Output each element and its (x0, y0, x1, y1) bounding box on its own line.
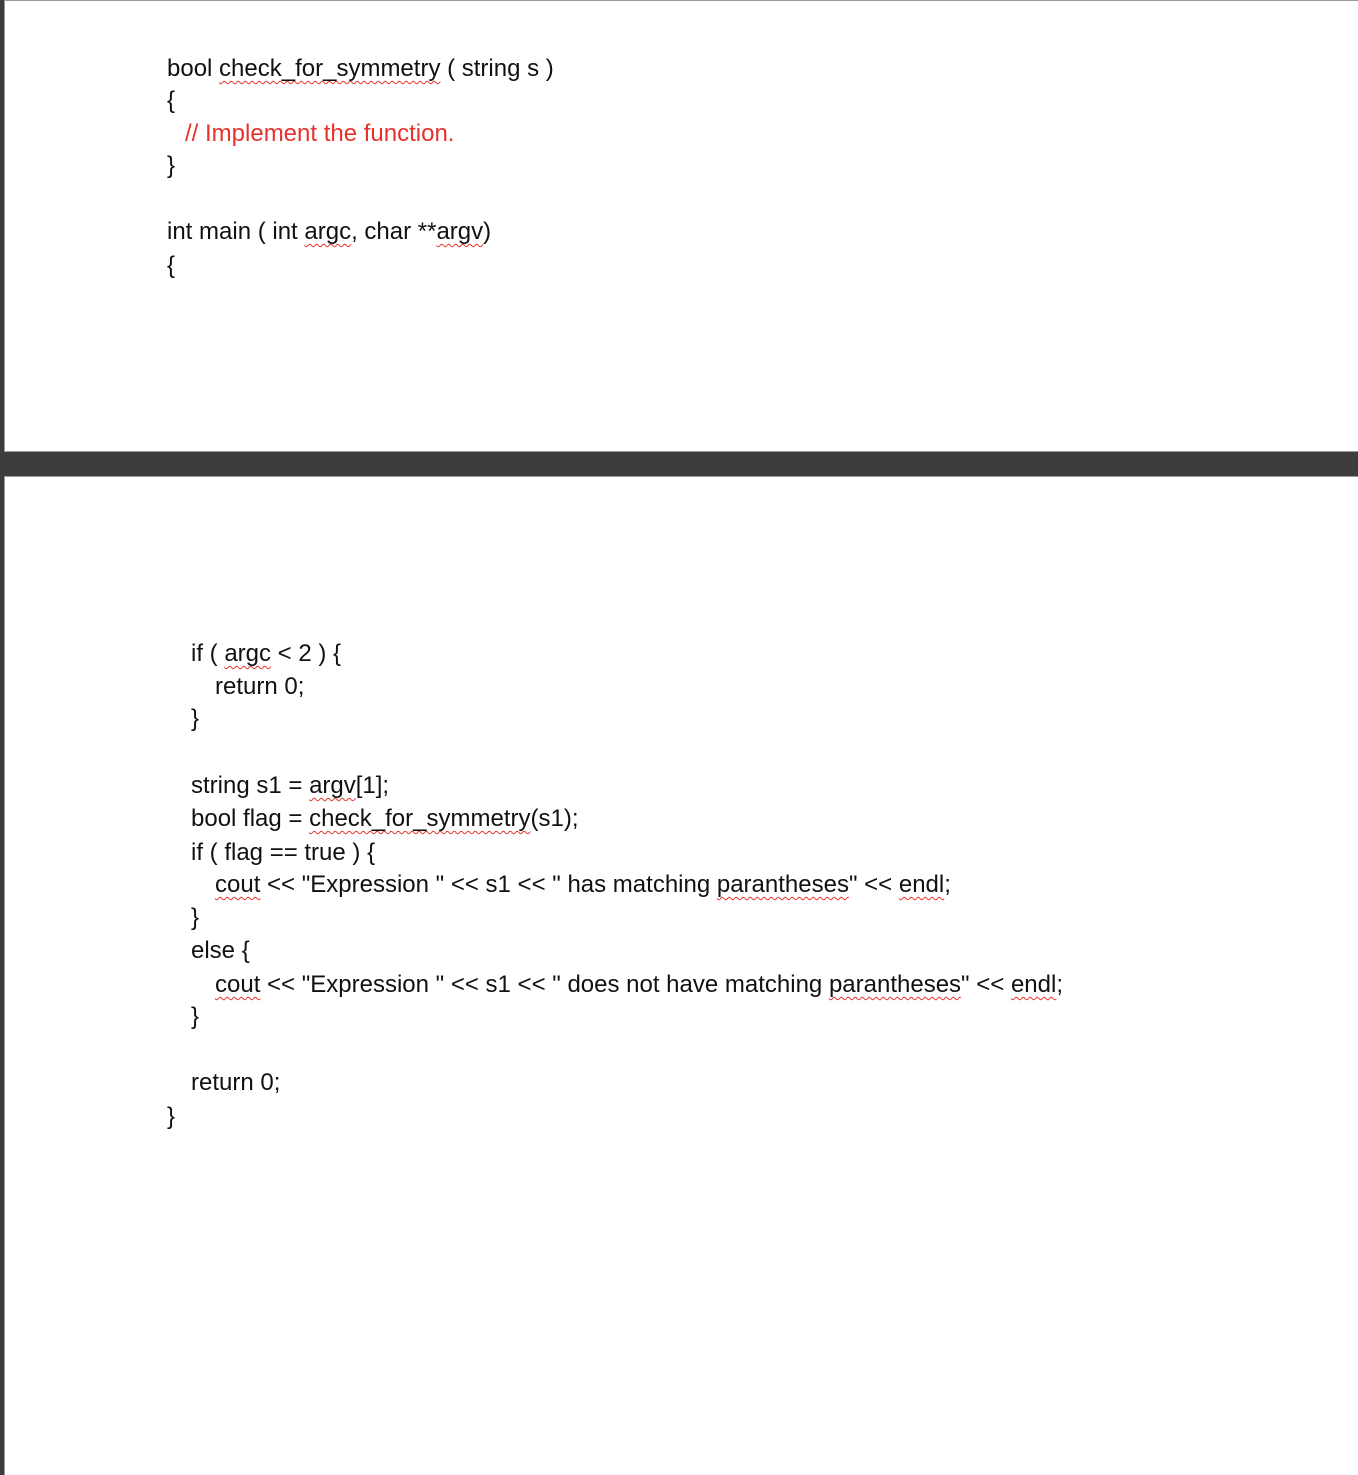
document-page-2 (4, 476, 1358, 1475)
code-token: ( string s ) (440, 55, 554, 82)
code-line-func-signature (167, 55, 554, 83)
code-line-brace-open: { (167, 87, 176, 114)
spellcheck-flagged-word: cout (215, 871, 261, 898)
code-line-bool-flag (191, 805, 578, 833)
spellcheck-flagged-word: check_for_symmetry (219, 55, 441, 82)
code-token: << "Expression " << s1 << " has matching (260, 871, 717, 898)
code-line-cout-match (215, 871, 951, 899)
code-token: [1]; (355, 772, 390, 799)
code-line-brace-close: } (191, 904, 200, 931)
code-token: << "Expression " << s1 << " does not have matching (260, 971, 829, 998)
spellcheck-flagged-word: endl (898, 871, 945, 898)
code-line-brace-close: } (191, 1003, 200, 1030)
code-token: ) (483, 218, 492, 245)
code-token: ; (1056, 971, 1063, 998)
code-token: bool flag = (191, 805, 310, 832)
code-line-cout-nomatch (215, 971, 1063, 999)
spellcheck-flagged-word: argv (436, 218, 484, 245)
code-token: string s1 = (191, 772, 310, 799)
code-line-return: return 0; (191, 1069, 281, 1096)
code-comment: // Implement the function. (185, 120, 455, 147)
code-line-brace-close: } (191, 705, 200, 732)
code-line-main-open: { (167, 252, 176, 279)
spellcheck-flagged-word: cout (215, 971, 261, 998)
code-line-return-inner: return 0; (215, 673, 305, 700)
document-page-1 (4, 0, 1358, 452)
code-token: ; (944, 871, 951, 898)
spellcheck-flagged-word: parantheses (828, 971, 962, 998)
code-token: int main ( int (167, 218, 305, 245)
spellcheck-flagged-word: check_for_symmetry (309, 805, 531, 832)
code-token: if ( (191, 640, 225, 667)
spellcheck-flagged-word: argv (309, 772, 356, 799)
code-line-if-argc (191, 640, 341, 668)
code-token: bool (167, 55, 220, 82)
code-token: " << (848, 871, 899, 898)
code-line-string-s1 (191, 772, 389, 800)
spellcheck-flagged-word: endl (1010, 971, 1057, 998)
spellcheck-flagged-word: argc (224, 640, 272, 667)
code-line-main-close: } (167, 1103, 176, 1130)
spellcheck-flagged-word: argc (304, 218, 352, 245)
code-line-if-flag: if ( flag == true ) { (191, 839, 376, 866)
code-line-brace-close: } (167, 152, 176, 179)
spellcheck-flagged-word: parantheses (716, 871, 849, 898)
code-token: < 2 ) { (271, 640, 342, 667)
code-line-main-signature (167, 218, 491, 246)
code-line-else: else { (191, 937, 250, 964)
code-token: , char ** (351, 218, 437, 245)
code-token: " << (961, 971, 1011, 998)
code-token: (s1); (530, 805, 579, 832)
